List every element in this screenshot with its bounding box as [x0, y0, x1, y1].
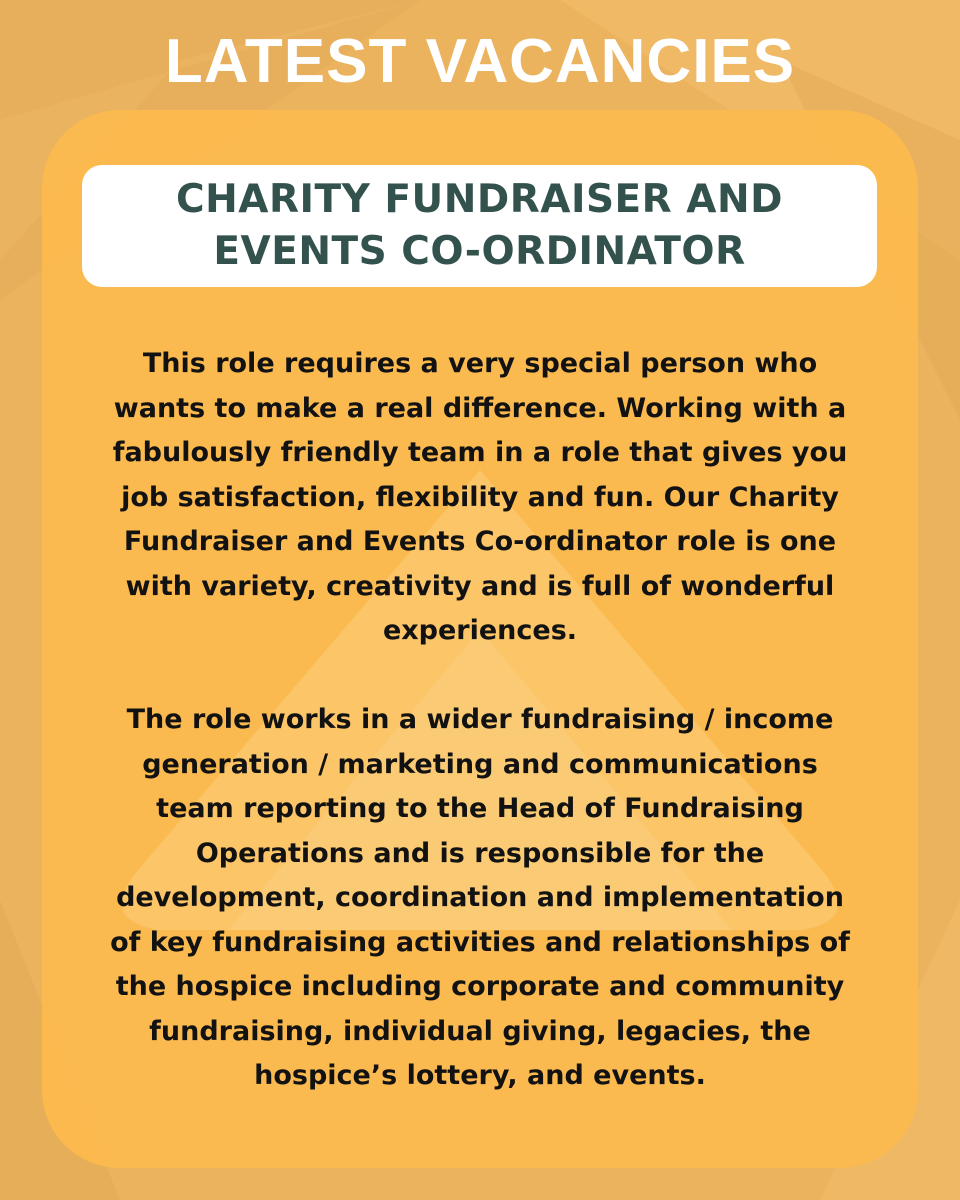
vacancy-card	[42, 110, 918, 1168]
description-line: Operations and is responsible for the	[195, 837, 765, 869]
description-line: experiences.	[382, 615, 578, 646]
description-line: fabulously friendly team in a role that gives you	[112, 437, 848, 468]
job-title-line-1: CHARITY FUNDRAISER AND	[176, 177, 783, 222]
description-line: the hospice including corporate and community	[115, 971, 845, 1002]
description-line: This role requires a very special person who	[142, 348, 818, 379]
description-line: generation / marketing and communications	[142, 748, 818, 780]
description-line: wants to make a real difference. Working with a	[113, 392, 847, 424]
description-line: fundraising, individual giving, legacies, the	[149, 1015, 811, 1047]
description-line: team reporting to the Head of Fundraising	[156, 793, 804, 824]
description-line: Fundraiser and Events Co-ordinator role is one	[123, 526, 837, 557]
description-line: development, coordination and implementation	[116, 882, 844, 913]
job-description	[62, 342, 898, 1099]
paragraph-spacer	[62, 654, 898, 699]
job-title-box	[82, 165, 877, 287]
description-line: of key fundraising activities and relationships of	[110, 926, 850, 958]
description-line: with variety, creativity and is full of wonderful	[125, 570, 835, 602]
page-heading: LATEST VACANCIES	[164, 27, 796, 96]
job-title-line-2: EVENTS CO-ORDINATOR	[213, 229, 746, 274]
description-line: The role works in a wider fundraising / income	[126, 704, 834, 735]
description-line: hospice’s lottery, and events.	[254, 1060, 706, 1091]
description-line: job satisfaction, flexibility and fun. Our Charity	[121, 481, 839, 513]
